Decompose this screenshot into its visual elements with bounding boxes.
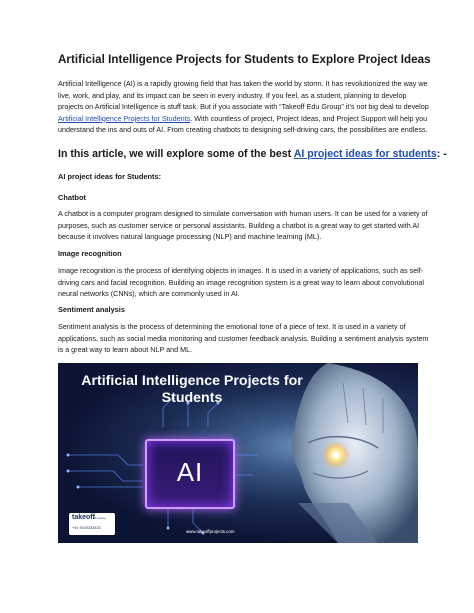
section-heading-sentiment-analysis: Sentiment analysis xyxy=(58,305,125,314)
intro-paragraph xyxy=(58,78,430,136)
logo-phone: +91 9030333433 xyxy=(72,526,101,530)
ai-chip-graphic xyxy=(145,439,235,509)
section-heading-image-recognition: Image recognition xyxy=(58,249,122,258)
robot-head-graphic xyxy=(268,363,418,543)
section-body-image-recognition: Image recognition is the process of identifying objects in images. It is used in a variety of applications, such as self-driving cars and facial recognition. Building an image recognition system is a great way to learn about convolutional neural networks (CNNs), which are commonly used in AI. xyxy=(58,266,424,299)
takeoff-logo xyxy=(69,513,115,535)
logo-subtitle: edu group xyxy=(93,516,106,520)
logo-name: takeoff xyxy=(72,514,95,521)
section-body-sentiment-analysis: Sentiment analysis is the process of determining the emotional tone of a piece of text. It is used in a variety of applications, such as social media monitoring and customer feedback analysis. Building a sentiment analysis system is a great way to learn about NLP and ML. xyxy=(58,322,429,355)
subheading-suffix: : - xyxy=(436,148,447,160)
hero-website: www.takeoffprojects.com xyxy=(186,529,235,534)
subheading-text: In this article, we will explore some of the best xyxy=(58,148,294,160)
hero-image xyxy=(58,363,418,543)
subheading-link[interactable]: AI project ideas for students xyxy=(293,148,437,160)
intro-text-after-link: . With countless of project, Project Ideas, and Project Support will help you understand the ins and outs of AI. From creating chatbots to designing self-driving cars, the possibilities are endless. xyxy=(58,113,428,135)
article-subheading xyxy=(58,148,447,160)
intro-text-before-link: Artificial Intelligence (AI) is a rapidly growing field that has taken the world by storm. It has revolutionized the way we live, work, and play, and its impact can be seen in every industry. If you feel, as a student, planning to develop projects on Artificial Intelligence is stuff task. But if you associate with “Takeoff Edu Group” it’s not big deal to develop xyxy=(58,79,429,112)
section-body-chatbot: A chatbot is a computer program designed to simulate conversation with human users. It can be used for a variety of purposes, such as customer service or personal assistants. Building a chatbot is a great way to get started with AI because it involves natural language processing (NLP) and machine learning (ML). xyxy=(58,209,428,242)
section-label: AI project ideas for Students: xyxy=(58,172,162,181)
section-heading-chatbot: Chatbot xyxy=(58,193,86,202)
page-title: Artificial Intelligence Projects for Students to Explore Project Ideas xyxy=(58,53,431,66)
intro-link[interactable]: Artificial Intelligence Projects for Students xyxy=(58,113,191,123)
hero-title: Artificial Intelligence Projects for Students xyxy=(81,373,303,406)
ai-chip-label: AI xyxy=(176,457,204,487)
